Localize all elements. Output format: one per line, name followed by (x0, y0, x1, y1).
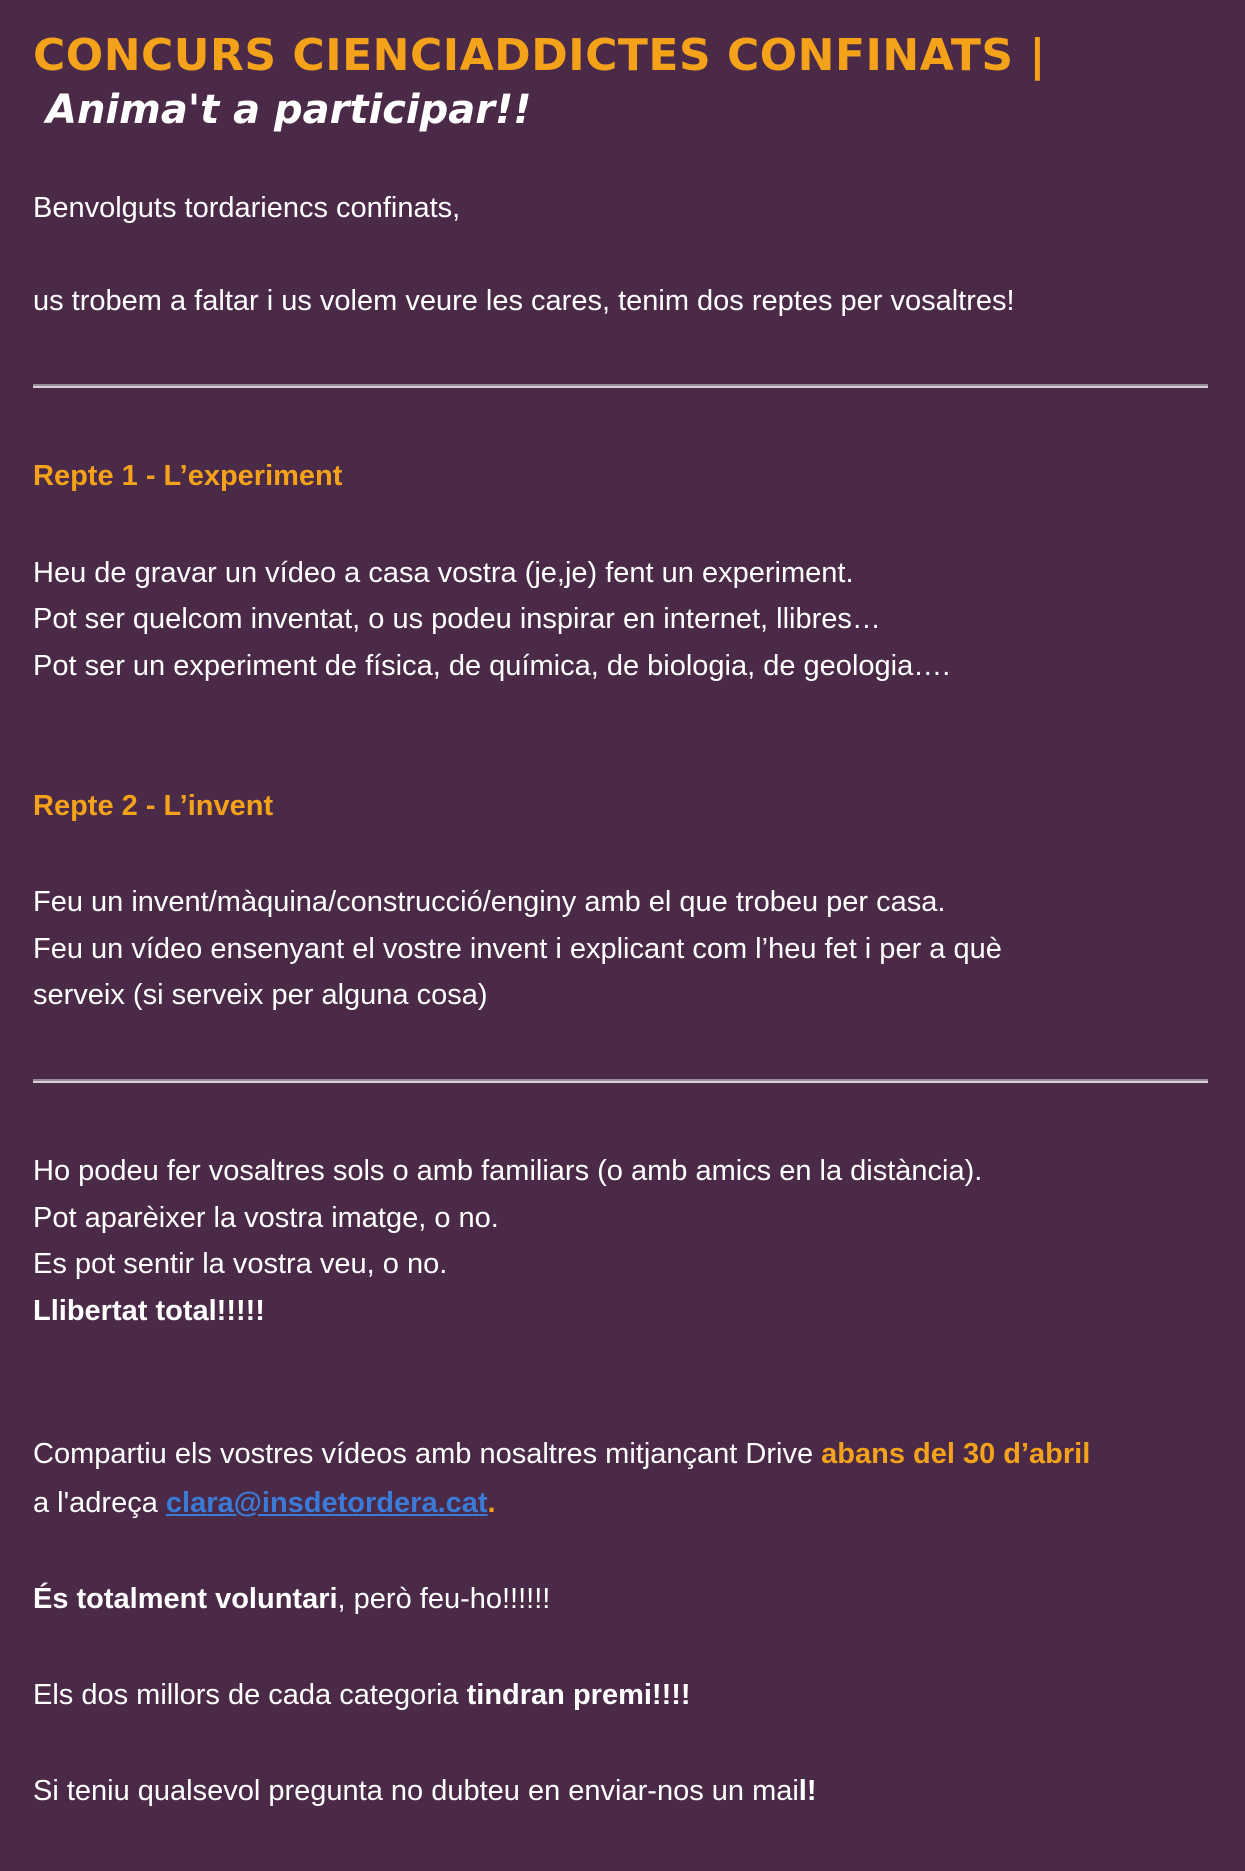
rules-emphasis: Llibertat total!!!!! (33, 1295, 265, 1327)
intro-message: us trobem a faltar i us volem veure les cares, tenim dos reptes per vosaltres! (33, 285, 1015, 317)
greeting: Benvolguts tordariencs confinats, (33, 192, 461, 224)
submission-address-label: a l'adreça (33, 1487, 166, 1519)
contact-bold: l! (798, 1775, 817, 1807)
voluntary-bold: És totalment voluntari (33, 1583, 338, 1615)
submission-deadline: abans del 30 d’abril (821, 1438, 1091, 1470)
challenge-2-line: Feu un vídeo ensenyant el vostre invent i explicant com l’heu fet i per a què (33, 933, 1002, 965)
rules-line: Es pot sentir la vostra veu, o no. (33, 1248, 448, 1280)
contact-text: Si teniu qualsevol pregunta no dubteu en enviar-nos un mai (33, 1775, 799, 1807)
submission-line-2 (33, 1485, 496, 1521)
voluntary-line (33, 1581, 550, 1617)
contest-title: CONCURS CIENCIADDICTES CONFINATS | (33, 30, 1046, 81)
divider-bottom (33, 1079, 1208, 1083)
challenge-2-heading: Repte 2 - L’invent (33, 790, 274, 822)
challenge-1-line: Pot ser un experiment de física, de química, de biologia, de geologia…. (33, 650, 951, 682)
divider-top (33, 384, 1208, 388)
prize-line (33, 1677, 691, 1713)
voluntary-rest: , però feu-ho!!!!!! (337, 1583, 551, 1615)
prize-text: Els dos millors de cada categoria (33, 1679, 467, 1711)
contact-line (33, 1773, 817, 1809)
challenge-1-line: Heu de gravar un vídeo a casa vostra (je,je) fent un experiment. (33, 557, 854, 589)
challenge-2-line: Feu un invent/màquina/construcció/enginy amb el que trobeu per casa. (33, 886, 946, 918)
challenge-1-heading: Repte 1 - L’experiment (33, 460, 343, 492)
rules-line: Ho podeu fer vosaltres sols o amb familiars (o amb amics en la distància). (33, 1155, 983, 1187)
rules-line: Pot aparèixer la vostra imatge, o no. (33, 1202, 499, 1234)
submission-line-1 (33, 1436, 1090, 1472)
challenge-1-line: Pot ser quelcom inventat, o us podeu inspirar en internet, llibres… (33, 603, 881, 635)
email-link[interactable]: clara@insdetordera.cat (165, 1487, 488, 1519)
prize-bold: tindran premi!!!! (466, 1679, 691, 1711)
contest-subtitle: Anima't a participar!! (46, 87, 532, 133)
submission-text: Compartiu els vostres vídeos amb nosaltres mitjançant Drive (33, 1438, 822, 1470)
submission-period: . (487, 1487, 496, 1519)
challenge-2-line: serveix (si serveix per alguna cosa) (33, 979, 488, 1011)
